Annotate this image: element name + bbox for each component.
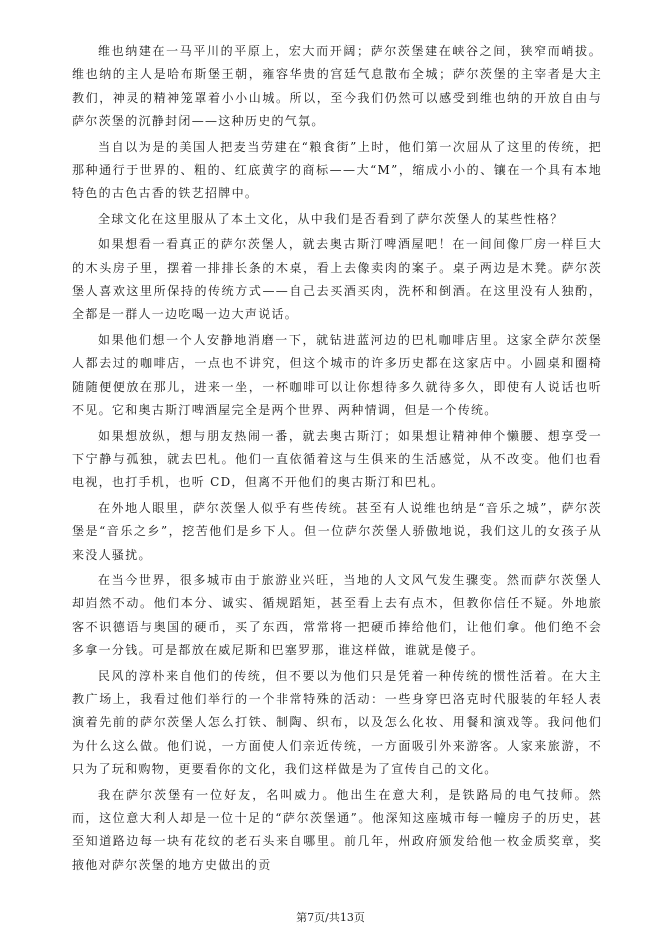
paragraph-1: 维也纳建在一马平川的平原上，宏大而开阔；萨尔茨堡建在峡谷之间，狭窄而峭拔。维也纳的主人是哈布斯堡王朝，雍容华贵的宫廷气息散布全城；萨尔茨堡的主宰者是大主教们，神灵的精神笼罩着小小山城。所以，至今我们仍然可以感受到维也纳的开放自由与萨尔茨堡的沉静封闭——这种历史的气氛。: [72, 44, 602, 129]
paragraph-5: 如果他们想一个人安静地消磨一下，就钻进蓝河边的巴札咖啡店里。这家全萨尔茨堡人都去过的咖啡店，一点也不讲究，但这个城市的许多历史都在这家店中。小圆桌和圈椅随随便便放在那儿，进来一坐，一杯咖啡可以让你想待多久就待多久，即使有人说话也听不见。它和奥古斯汀啤酒屋完全是两个世界、两种情调，但是一个传统。: [72, 332, 602, 418]
paragraph-3: 全球文化在这里服从了本土文化，从中我们是否看到了萨尔茨堡人的某些性格？: [98, 211, 564, 226]
page-number-footer: 第7页/共13页: [296, 911, 365, 924]
paragraph-8: 在当今世界，很多城市由于旅游业兴旺，当地的人文风气发生骤变。然而萨尔茨堡人却岿然不动。他们本分、诚实、循规蹈矩，甚至看上去有点木，但教你信任不疑。外地旅客不识德语与奥国的硬币，买了东西，常常将一把硬币捧给他们，让他们拿。他们绝不会多拿一分钱。可是都放在威尼斯和巴塞罗那，谁这样做，谁就是傻子。: [72, 572, 602, 658]
paragraph-6: 如果想放纵，想与朋友热闹一番，就去奥古斯汀；如果想让精神伸个懒腰、想享受一下宁静与孤独，就去巴札。他们一直依循着这与生俱来的生活感觉，从不改变。他们也看电视，也打手机，也听 CD，但离不开他们的奥古斯汀和巴札。: [72, 428, 602, 490]
paragraph-10: 我在萨尔茨堡有一位好友，名叫威力。他出生在意大利，是铁路局的电气技师。然而，这位意大利人却是一位十足的“萨尔茨堡通”。他深知这座城市每一幢房子的历史，甚至知道路边每一块有花纹的老石头来自哪里。前几年，州政府颁发给他一枚金质奖章，奖掖他对萨尔茨堡的地方史做出的贡: [72, 787, 602, 872]
paragraph-4: 如果想看一看真正的萨尔茨堡人，就去奥古斯汀啤酒屋吧！在一间间像厂房一样巨大的木头房子里，摆着一排排长条的木桌，看上去像卖肉的案子。桌子两边是木凳。萨尔茨堡人喜欢这里所保持的传统方式——自己去买酒买肉，洗杯和倒酒。在这里没有人独酌，全都是一群人一边吃喝一边大声说话。: [72, 237, 602, 322]
article-body: [72, 40, 602, 879]
paragraph-2: 当自以为是的美国人把麦当劳建在“粮食街”上时，他们第一次屈从了这里的传统，把那种通行于世界的、粗的、红底黄字的商标——大“M”，缩成小小的、镶在一个具有本地特色的古色古香的铁艺招牌中。: [72, 139, 602, 201]
paragraph-9: 民风的淳朴来自他们的传统，但不要以为他们只是凭着一种传统的惯性活着。在大主教广场上，我看过他们举行的一个非常特殊的活动：一些身穿巴洛克时代服装的年轻人表演着先前的萨尔茨堡人怎么打铁、制陶、织布，以及怎么化妆、用餐和演戏等。我问他们为什么这么做。他们说，一方面使人们亲近传统，一方面吸引外来游客。人家来旅游，不只为了玩和购物，更要看你的文化，我们这样做是为了宣传自己的文化。: [72, 668, 602, 777]
paragraph-7: 在外地人眼里，萨尔茨堡人似乎有些传统。甚至有人说维也纳是“音乐之城”，萨尔茨堡是“音乐之乡”，挖苦他们是乡下人。但一位萨尔茨堡人骄傲地说，我们这儿的女孩子从来没人骚扰。: [72, 500, 602, 562]
